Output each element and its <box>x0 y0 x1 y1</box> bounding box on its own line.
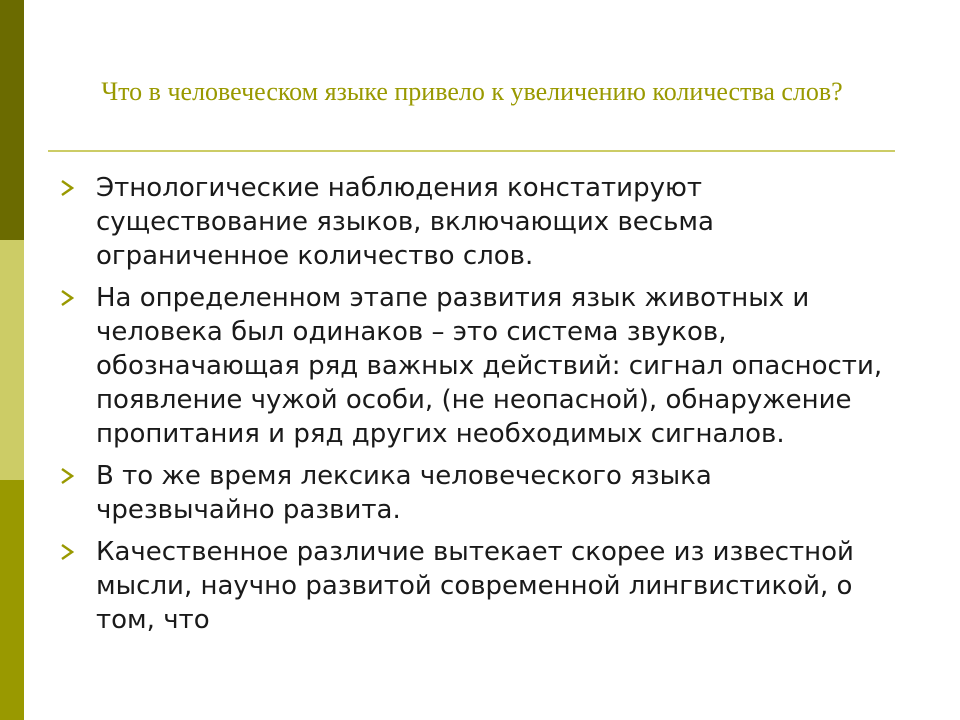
side-bar-segment-top <box>0 0 24 240</box>
chevron-right-icon <box>60 290 74 306</box>
bullet-item <box>60 171 890 273</box>
bullet-list <box>60 171 890 637</box>
title-divider <box>48 150 895 152</box>
side-bar-segment-bottom <box>0 480 24 720</box>
slide-title: Что в человеческом языке привело к увеличению количества слов? <box>101 77 843 106</box>
bullet-item <box>60 535 890 637</box>
bullet-text: Этнологические наблюдения констатируют существование языков, включающих весьма ограниченное количество слов. <box>96 173 714 271</box>
bullet-text: Качественное различие вытекает скорее из известной мысли, научно развитой современной лингвистикой, о том, что <box>96 537 854 635</box>
side-bar-segment-middle <box>0 240 24 480</box>
bullet-text: В то же время лексика человеческого языка чрезвычайно развита. <box>96 461 712 525</box>
chevron-right-icon <box>60 180 74 196</box>
side-accent-bar <box>0 0 24 720</box>
bullet-text: На определенном этапе развития язык животных и человека был одинаков – это система звуков, обозначающая ряд важных действий: сигнал опасности, появление чужой особи, (не неопасной), обнаружение пропитания и ряд других необходимых сигналов. <box>96 283 883 449</box>
chevron-right-icon <box>60 468 74 484</box>
bullet-item <box>60 459 890 527</box>
chevron-right-icon <box>60 544 74 560</box>
bullet-item <box>60 281 890 451</box>
